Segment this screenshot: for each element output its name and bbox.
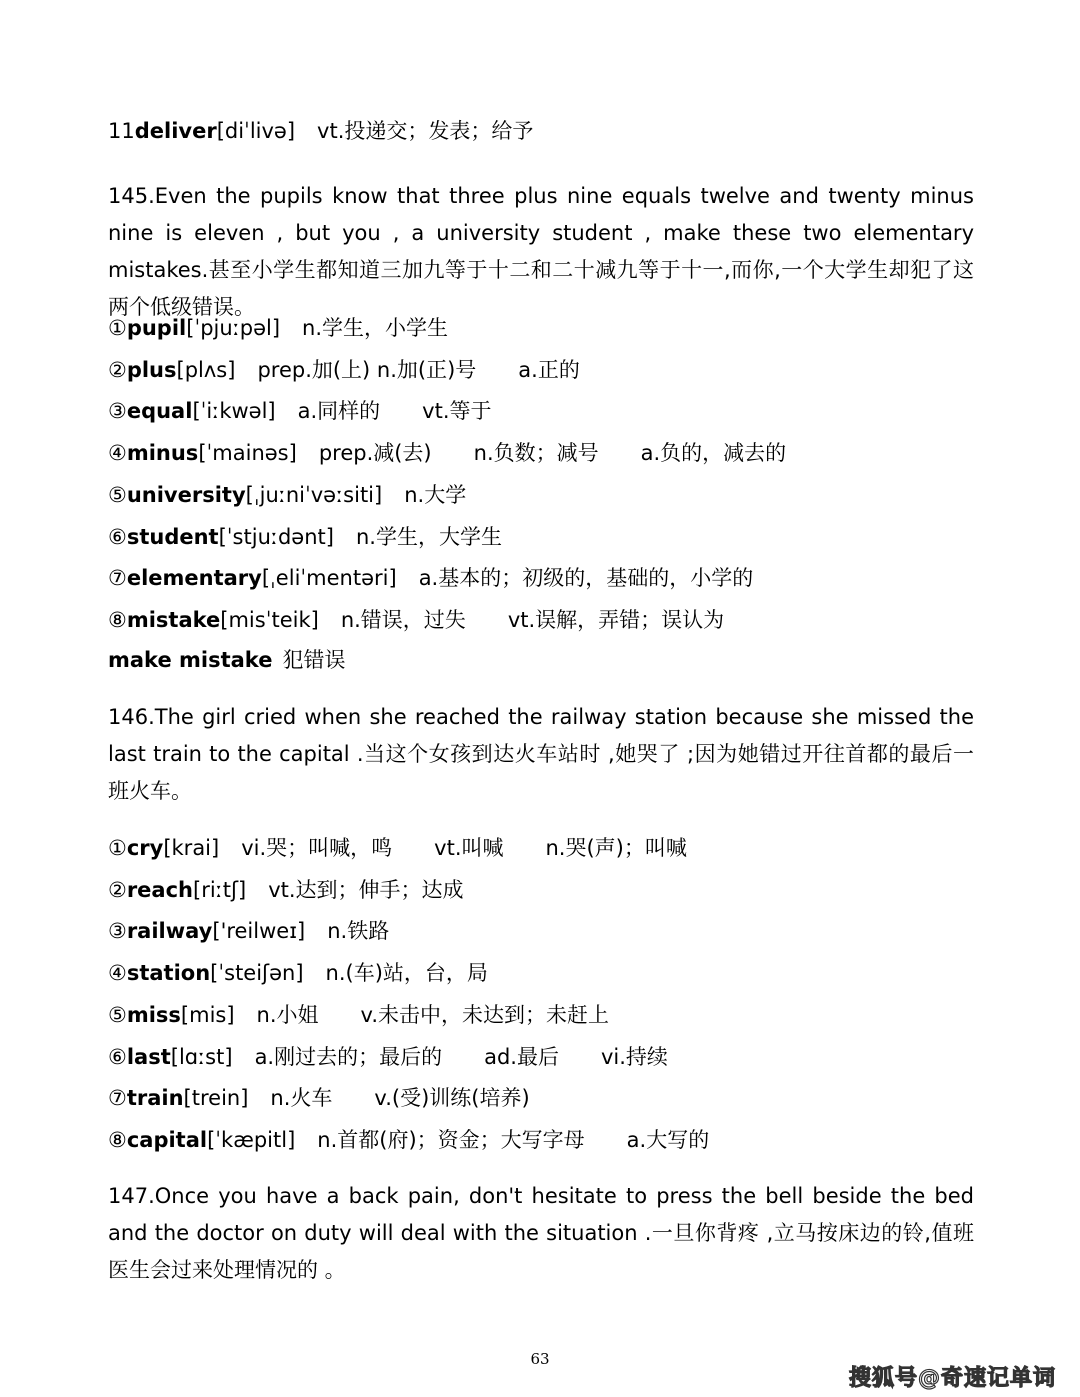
phonetic: [ˈstjuːdənt] — [218, 524, 334, 549]
definition: vt.投递交；发表；给予 — [317, 119, 534, 143]
entry-number: ⑧ — [108, 607, 127, 632]
vocab-entry — [108, 523, 502, 551]
vocab-entry — [108, 564, 753, 592]
definition: n.学生，小学生 — [302, 316, 449, 340]
definition: n.首都(府)；资金；大写字母 — [317, 1127, 585, 1152]
vocab-entry — [108, 1001, 609, 1029]
phrase-entry — [108, 646, 345, 674]
example-sentence-147: 147.Once you have a back pain, don't hesitate to press the bell beside the bed and the doctor on duty will deal with the situation .一旦你背疼 ,立马按床边的铃,值班医生会过来处理情况的 。 — [108, 1184, 974, 1282]
definition: vi.持续 — [600, 1044, 668, 1069]
vocab-entry — [108, 481, 466, 509]
phonetic: [ˈpjuːpəl] — [186, 316, 281, 340]
entry-number: ⑥ — [108, 1044, 127, 1069]
headword: mistake — [126, 607, 221, 632]
entry-number: ④ — [108, 441, 127, 466]
vocab-entry — [108, 356, 580, 384]
entry-number: ① — [108, 316, 127, 340]
headword: miss — [126, 1002, 181, 1027]
entry-number: ⑥ — [108, 524, 127, 549]
headword: minus — [126, 441, 199, 466]
vocab-entry — [108, 876, 464, 904]
definition: n.小姐 — [256, 1002, 319, 1027]
headword: student — [126, 524, 219, 549]
definition: a.大写的 — [626, 1127, 710, 1152]
phrase: make mistake — [108, 648, 273, 672]
phonetic: [ˌeliˈmentəri] — [261, 566, 397, 591]
vocab-entry — [108, 1126, 709, 1154]
entry-number: ③ — [108, 399, 127, 424]
definition: vt.叫喊 — [434, 836, 504, 860]
definition: a.刚过去的；最后的 — [254, 1044, 443, 1069]
example-sentence-146: 146.The girl cried when she reached the railway station because she missed the last train to the capital .当这个女孩到达火车站时 ,她哭了 ;因为她错过开往首都的最后一班火车。 — [108, 705, 974, 803]
headword: university — [126, 482, 246, 507]
vocab-entry — [108, 397, 492, 425]
definition: prep.加(上) n.加(正)号 — [257, 357, 477, 382]
definition: n.学生，大学生 — [355, 524, 502, 549]
definition: n.铁路 — [327, 919, 390, 944]
definition: a.同样的 — [297, 399, 381, 424]
headword: station — [126, 961, 211, 986]
vocab-entry — [108, 917, 389, 945]
vocab-entry — [108, 1043, 668, 1071]
phonetic: ['reilweɪ] — [212, 919, 306, 944]
vocab-entry — [108, 439, 786, 467]
definition: v.(受)训练(培养) — [374, 1086, 530, 1111]
page-number: 63 — [530, 1350, 550, 1368]
definition: v.未击中，未达到；未赶上 — [360, 1002, 610, 1027]
entry-number: ④ — [108, 961, 127, 986]
entry-number: ⑦ — [108, 566, 127, 591]
vocab-entry — [108, 606, 724, 634]
headword: cry — [126, 836, 164, 860]
entry-number: ⑦ — [108, 1086, 127, 1111]
headword: elementary — [126, 566, 262, 591]
watermark: 搜狐号@奇速记单词 — [848, 1366, 1056, 1391]
phonetic: [ˈsteiʃən] — [210, 961, 304, 986]
phonetic: [ˈiːkwəl] — [192, 399, 276, 424]
headword: reach — [126, 877, 193, 902]
definition: vt.达到；伸手；达成 — [268, 877, 464, 902]
headword: deliver — [134, 119, 217, 143]
headword: train — [126, 1086, 184, 1111]
headword: last — [126, 1044, 171, 1069]
headword: plus — [126, 357, 177, 382]
phonetic: [trein] — [183, 1086, 249, 1111]
definition: prep.减(去) — [318, 441, 432, 466]
phrase-definition: 犯错误 — [282, 648, 346, 672]
definition: a.正的 — [518, 357, 580, 382]
definition: n.(车)站，台，局 — [325, 961, 488, 986]
definition: vi.哭；叫喊，鸣 — [241, 836, 393, 860]
headword: railway — [126, 919, 213, 944]
headword: equal — [126, 399, 193, 424]
definition: n.哭(声)；叫喊 — [545, 836, 687, 860]
headword: pupil — [126, 316, 187, 340]
definition: n.错误，过失 — [340, 607, 466, 632]
phonetic: [misˈteik] — [220, 607, 319, 632]
phonetic: [lɑːst] — [170, 1044, 233, 1069]
phonetic: [riːtʃ] — [193, 877, 247, 902]
vocab-entry — [108, 1084, 530, 1112]
vocab-entry — [108, 117, 533, 145]
entry-number: ⑧ — [108, 1127, 127, 1152]
entry-number: ② — [108, 877, 127, 902]
phonetic: [plʌs] — [176, 357, 236, 382]
vocab-entry — [108, 314, 448, 342]
headword: capital — [126, 1127, 208, 1152]
entry-number: ⑤ — [108, 482, 127, 507]
phonetic: [diˈlivə] — [216, 119, 296, 143]
definition: a.负的，减去的 — [640, 441, 787, 466]
phonetic: [ˌjuːniˈvəːsiti] — [245, 482, 383, 507]
vocab-entry — [108, 959, 488, 987]
phonetic: [ˈmainəs] — [198, 441, 297, 466]
definition: n.火车 — [270, 1086, 333, 1111]
definition: ad.最后 — [484, 1044, 559, 1069]
definition: n.大学 — [404, 482, 467, 507]
entry-number: ⑤ — [108, 1002, 127, 1027]
entry-number: ③ — [108, 919, 127, 944]
definition: vt.误解，弄错；误认为 — [507, 607, 725, 632]
definition: vt.等于 — [422, 399, 492, 424]
entry-number: ① — [108, 836, 127, 860]
definition: n.负数；减号 — [473, 441, 599, 466]
vocab-entry — [108, 834, 687, 862]
phonetic: [ˈkæpitl] — [207, 1127, 296, 1152]
phonetic: [krai] — [163, 836, 220, 860]
definition: a.基本的；初级的，基础的，小学的 — [418, 566, 754, 591]
example-sentence-145: 145.Even the pupils know that three plus nine equals twelve and twenty minus nine is eleven , but you , a university student , make these two elementary mistakes.甚至小学生都知道三加九等于十二和二十减九等于十一,而你,一个大学生却犯了这两个低级错误。 — [108, 184, 974, 319]
phonetic: [mis] — [180, 1002, 235, 1027]
entry-number: 11 — [108, 119, 135, 143]
entry-number: ② — [108, 357, 127, 382]
